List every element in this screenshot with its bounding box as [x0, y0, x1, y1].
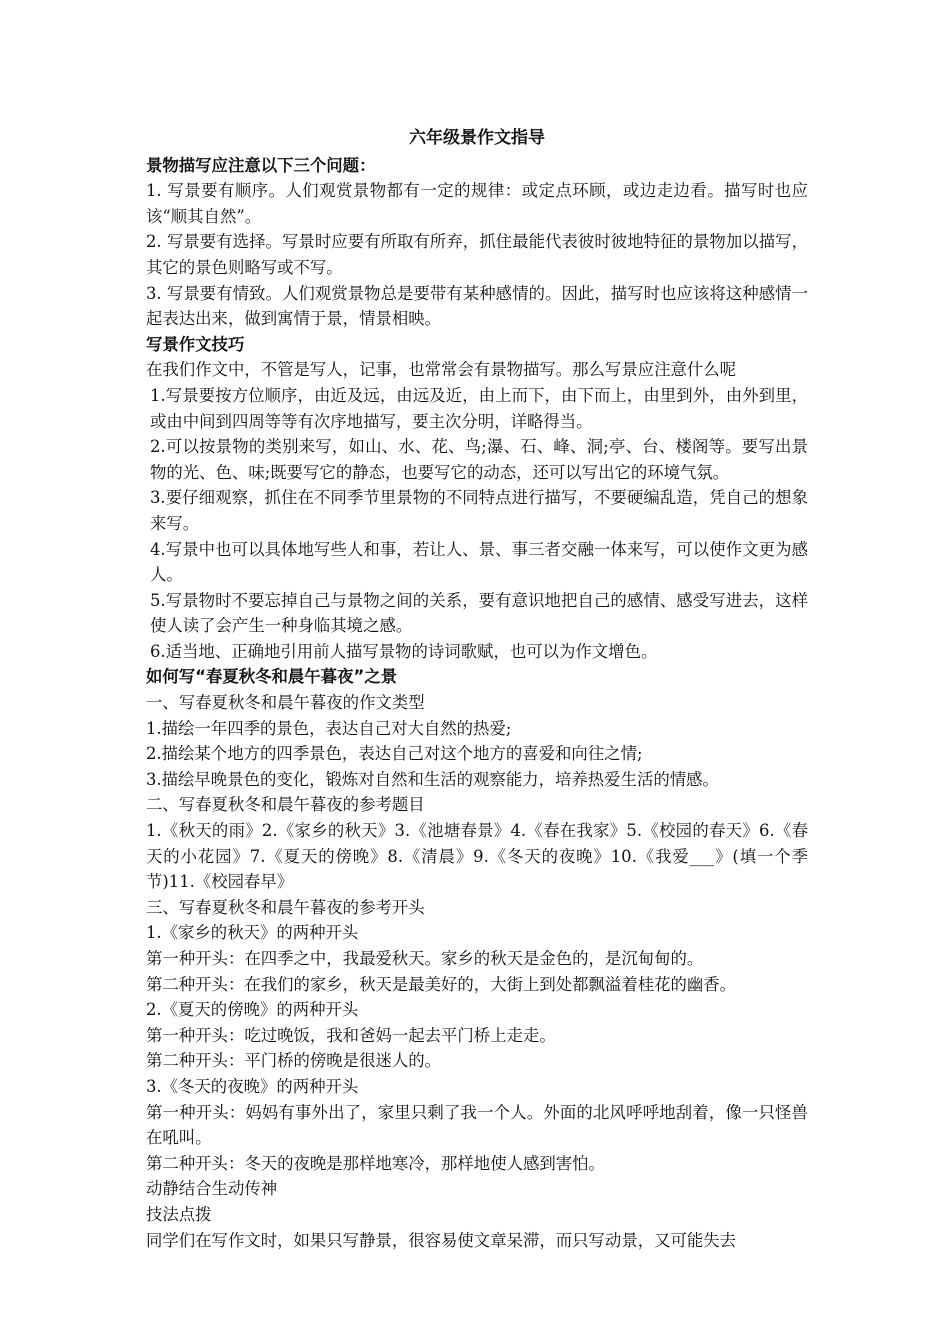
list-item: 2.可以按景物的类别来写，如山、水、花、鸟;瀑、石、峰、洞;亭、台、楼阁等。要写出景物的光、色、味;既要写它的静态，也要写它的动态，还可以写出它的环境气氛。	[150, 437, 808, 482]
list-item: 3.《冬天的夜晚》的两种开头	[146, 1076, 359, 1096]
list-item: 第二种开头：平门桥的傍晚是很迷人的。	[146, 1051, 442, 1071]
list-item: 1.《家乡的秋天》的两种开头	[146, 923, 359, 943]
subheading: 二、写春夏秋冬和晨午暮夜的参考题目	[146, 795, 425, 815]
list-item: 2.《夏天的傍晚》的两种开头	[146, 1000, 359, 1020]
list-item: 2.描绘某个地方的四季景色，表达自己对这个地方的喜爱和向往之情;	[146, 744, 643, 764]
list-item: 第二种开头：在我们的家乡，秋天是最美好的，大街上到处都飘溢着桂花的幽香。	[146, 974, 737, 994]
subheading: 技法点拨	[146, 1204, 212, 1224]
paragraph: 1.《秋天的雨》2.《家乡的秋天》3.《池塘春景》4.《春在我家》5.《校园的春天》6.《春天的小花园》7.《夏天的傍晚》8.《清晨》9.《冬天的夜晚》10.《我爱___》(填一个季节)11.《校园春早》	[146, 821, 808, 892]
paragraph: 1. 写景要有顺序。人们观赏景物都有一定的规律：或定点环顾，或边走边看。描写时也应该“顺其自然”。	[146, 181, 808, 226]
list-item: 5.写景物时不要忘掉自己与景物之间的关系，要有意识地把自己的感情、感受写进去，这样使人读了会产生一种身临其境之感。	[150, 590, 808, 636]
paragraph: 2. 写景要有选择。写景时应要有所取有所弃，抓住最能代表彼时彼地特征的景物加以描写，其它的景色则略写或不写。	[146, 232, 808, 277]
subheading: 一、写春夏秋冬和晨午暮夜的作文类型	[146, 693, 425, 713]
list-item: 4.写景中也可以具体地写些人和事，若让人、景、事三者交融一体来写，可以使作文更为感人。	[150, 539, 808, 585]
section-heading-tips: 写景作文技巧	[146, 334, 245, 354]
list-item: 第二种开头：冬天的夜晚是那样地寒冷，那样地使人感到害怕。	[146, 1153, 605, 1173]
list-item: 3.要仔细观察，抓住在不同季节里景物的不同特点进行描写，不要硬编乱造，凭自己的想象来写。	[150, 488, 808, 533]
subheading: 三、写春夏秋冬和晨午暮夜的参考开头	[146, 897, 425, 917]
paragraph: 同学们在写作文时，如果只写静景，很容易使文章呆滞，而只写动景，又可能失去	[146, 1230, 737, 1250]
list-item: 第一种开头：吃过晚饭，我和爸妈一起去平门桥上走走。	[146, 1025, 556, 1045]
section-heading-seasons: 如何写“春夏秋冬和晨午暮夜”之景	[146, 667, 398, 687]
list-item: 第一种开头：妈妈有事外出了，家里只剩了我一个人。外面的北风呼呼地刮着，像一只怪兽在吼叫。	[146, 1102, 808, 1148]
list-item: 3.描绘早晚景色的变化，锻炼对自然和生活的观察能力，培养热爱生活的情感。	[146, 769, 719, 789]
paragraph: 3. 写景要有情致。人们观赏景物总是要带有某种感情的。因此，描写时也应该将这种感情一起表达出来，做到寓情于景，情景相映。	[146, 283, 808, 329]
subheading: 动静结合生动传神	[146, 1179, 278, 1199]
list-item: 1.描绘一年四季的景色，表达自己对大自然的热爱;	[146, 718, 512, 738]
document-title: 六年级景作文指导	[409, 128, 545, 148]
section-heading-notes: 景物描写应注意以下三个问题：	[146, 155, 376, 175]
paragraph: 在我们作文中，不管是写人，记事，也常常会有景物描写。那么写景应注意什么呢	[146, 360, 737, 380]
list-item: 1.写景要按方位顺序，由近及远，由远及近，由上而下，由下而上，由里到外，由外到里，或由中间到四周等等有次序地描写，要主次分明，详略得当。	[150, 385, 808, 431]
document-page	[146, 126, 808, 1253]
list-item: 6.适当地、正确地引用前人描写景物的诗词歌赋，也可以为作文增色。	[150, 641, 658, 661]
list-item: 第一种开头：在四季之中，我最爱秋天。家乡的秋天是金色的，是沉甸甸的。	[146, 949, 704, 968]
